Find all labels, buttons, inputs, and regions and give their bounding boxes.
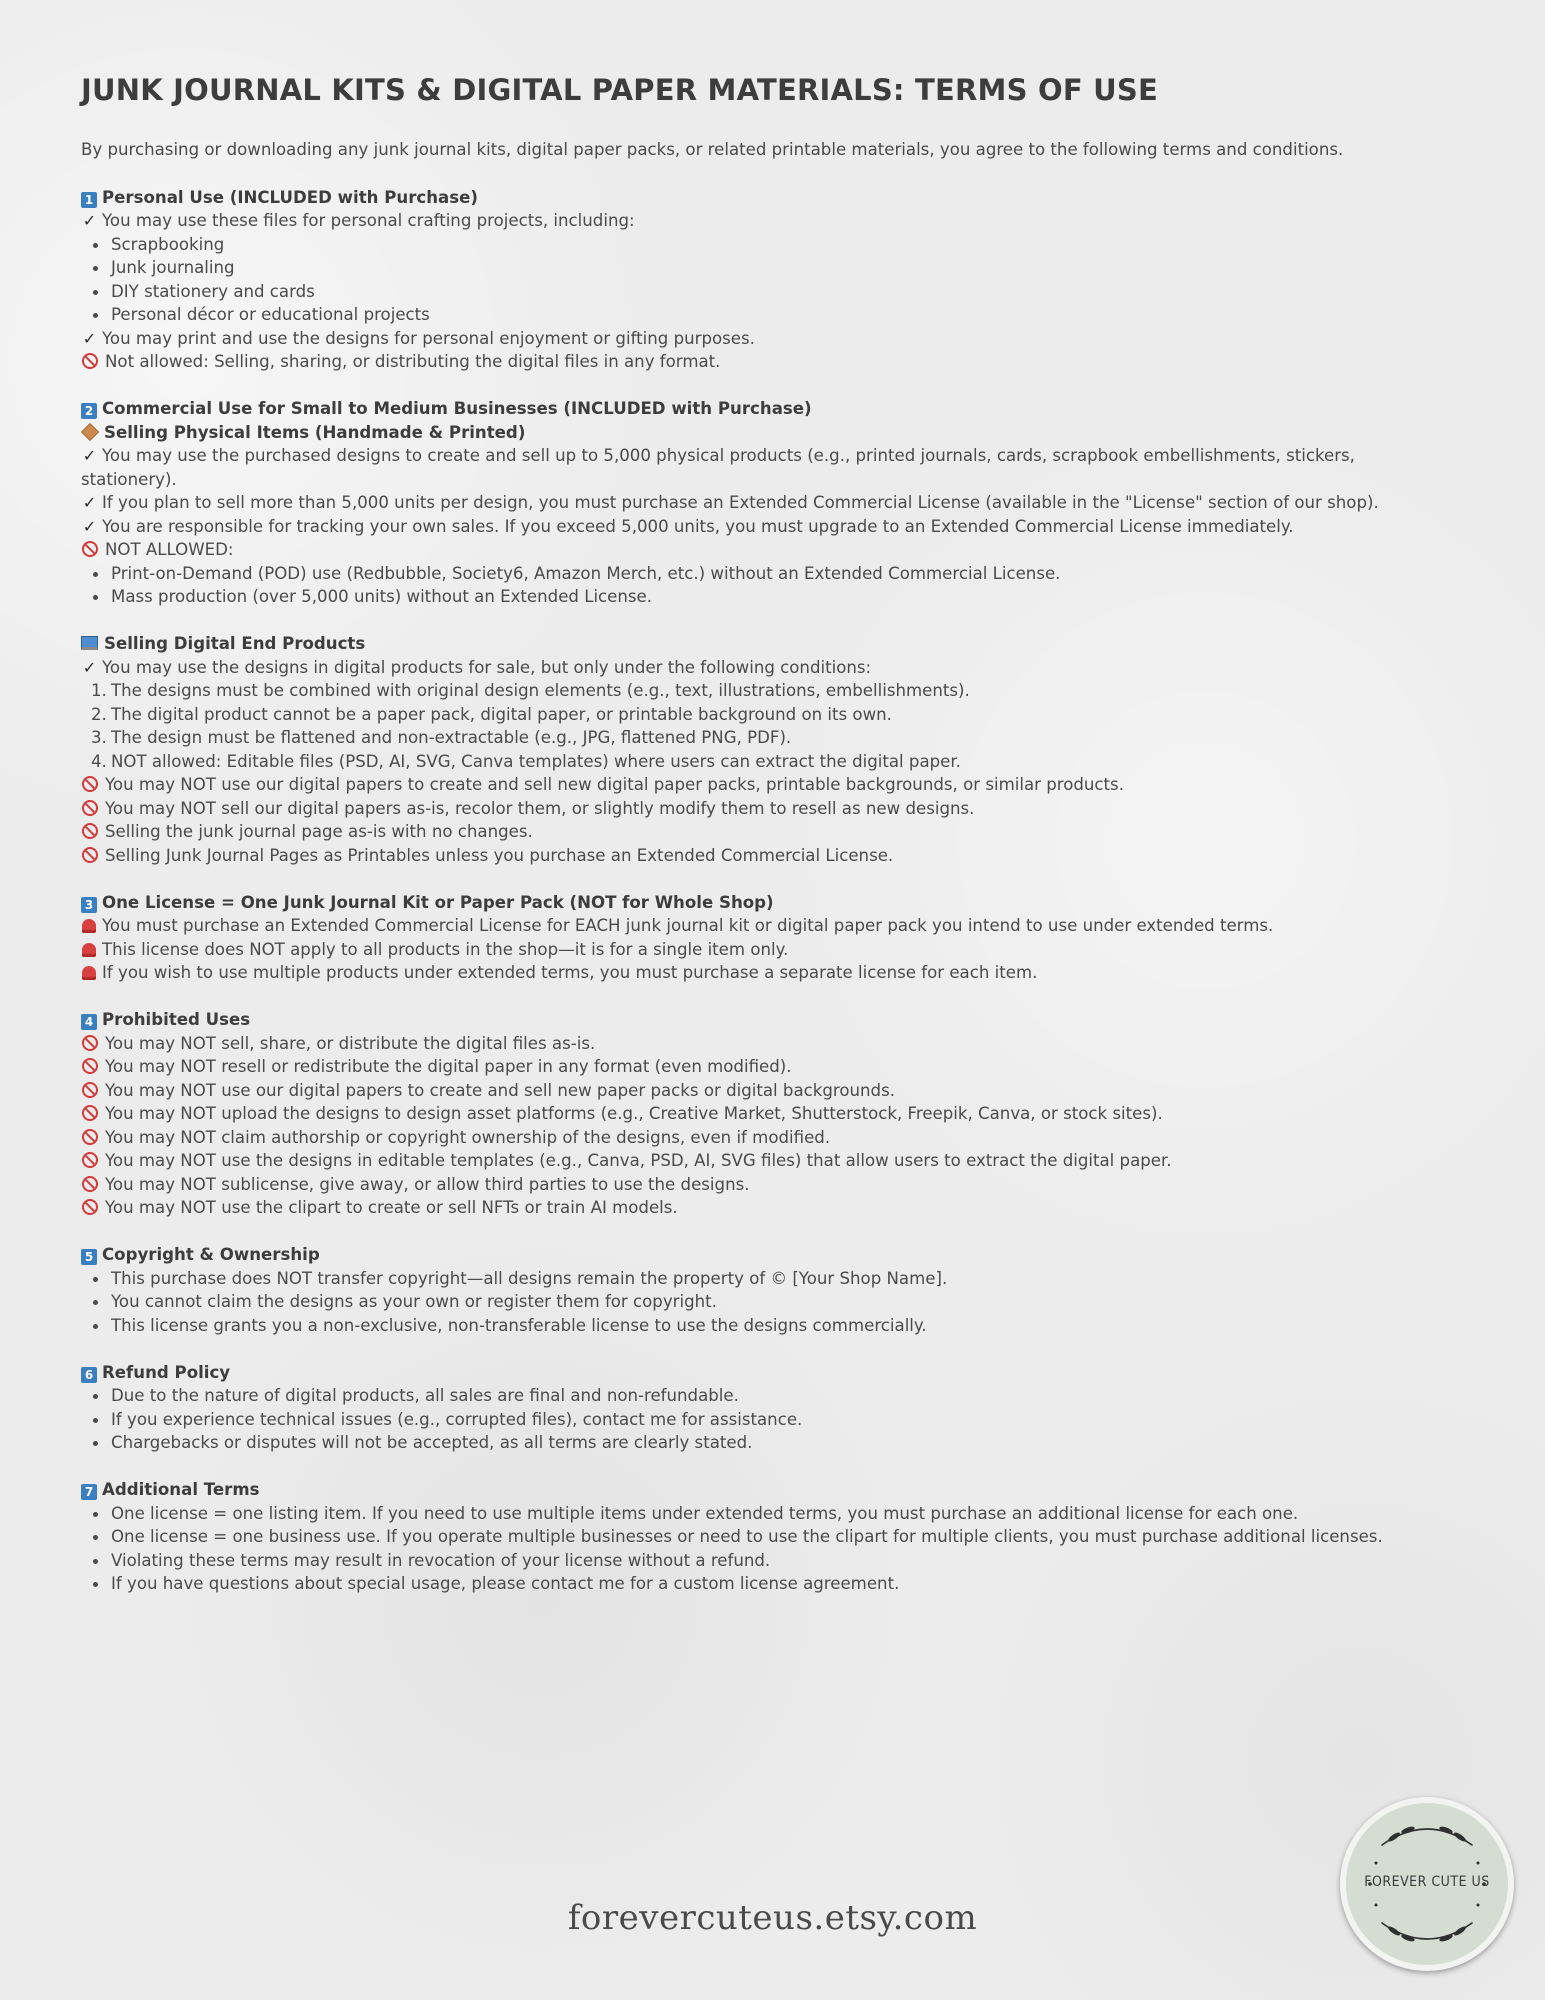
list-number: 2.	[91, 704, 107, 724]
prohibited-line	[81, 1055, 1481, 1079]
section-heading-text: Commercial Use for Small to Medium Businesses (INCLUDED with Purchase)	[102, 399, 812, 418]
section-prohibited-uses	[81, 1008, 1481, 1220]
line-text: You may NOT use the designs in editable templates (e.g., Canva, PSD, AI, SVG files) that allow users to extract the digital paper.	[105, 1151, 1172, 1170]
prohibited-icon	[82, 1082, 98, 1098]
list-item-text: The design must be flattened and non-extractable (e.g., JPG, flattened PNG, PDF).	[111, 728, 792, 747]
list-item: Personal décor or educational projects	[81, 303, 1481, 327]
section-refund-policy	[81, 1361, 1481, 1455]
prohibited-line	[81, 1149, 1481, 1173]
list-item: If you have questions about special usage, please contact me for a custom license agreement.	[81, 1572, 1481, 1596]
line-text: Selling the junk journal page as-is with no changes.	[105, 822, 533, 841]
check-icon: ✓	[82, 657, 97, 677]
line-text: If you plan to sell more than 5,000 units per design, you must purchase an Extended Commercial License (available in the "License" section of our shop).	[102, 493, 1379, 512]
check-line	[81, 515, 1481, 539]
line-text: NOT ALLOWED:	[105, 540, 234, 559]
prohibited-icon	[82, 1105, 98, 1121]
prohibited-icon	[82, 541, 98, 557]
list-item: Scrapbooking	[81, 233, 1481, 257]
line-text: You are responsible for tracking your own sales. If you exceed 5,000 units, you must upgrade to an Extended Commercial License immediately.	[102, 516, 1294, 536]
keycap-5-icon: 5	[81, 1249, 97, 1265]
subsection-digital-products	[81, 632, 1481, 867]
prohibited-line	[81, 1126, 1481, 1150]
prohibited-line	[81, 1032, 1481, 1056]
line-text: Not allowed: Selling, sharing, or distributing the digital files in any format.	[105, 352, 721, 371]
section-commercial-use	[81, 397, 1481, 867]
keycap-3-icon: 3	[81, 897, 97, 913]
prohibited-line	[81, 1079, 1481, 1103]
list-item-text: NOT allowed: Editable files (PSD, AI, SVG, Canva templates) where users can extract the digital paper.	[111, 751, 961, 771]
line-text: You may use the designs in digital products for sale, but only under the following conditions:	[102, 657, 872, 677]
bullet-list	[81, 1267, 1481, 1338]
keycap-6-icon: 6	[81, 1367, 97, 1383]
section-heading-text: Personal Use (INCLUDED with Purchase)	[102, 187, 478, 207]
prohibited-line	[81, 820, 1481, 844]
prohibited-icon	[82, 1152, 98, 1168]
intro-paragraph: By purchasing or downloading any junk journal kits, digital paper packs, or related printable materials, you agree to the following terms and conditions.	[81, 140, 1344, 159]
section-one-license	[81, 891, 1481, 985]
list-item: This license grants you a non-exclusive, non-transferable license to use the designs commercially.	[81, 1314, 1481, 1338]
list-number: 3.	[91, 728, 107, 747]
line-text: You may NOT use our digital papers to create and sell new paper packs or digital backgrounds.	[105, 1080, 895, 1100]
subsection-heading-digital	[81, 632, 1481, 656]
line-text: You may NOT sell, share, or distribute the digital files as-is.	[105, 1033, 596, 1053]
line-text: You may NOT upload the designs to design asset platforms (e.g., Creative Market, Shutterstock, Freepik, Canva, or stock sites).	[105, 1104, 1163, 1123]
list-item	[81, 703, 1481, 727]
prohibited-line	[81, 844, 1481, 868]
prohibited-icon	[82, 800, 98, 816]
section-heading	[81, 1008, 1481, 1032]
line-text: You may NOT resell or redistribute the digital paper in any format (even modified).	[105, 1057, 792, 1076]
check-line	[81, 444, 1481, 468]
bullet-list	[81, 233, 1481, 327]
prohibited-line	[81, 1102, 1481, 1126]
siren-line	[81, 914, 1481, 938]
list-item: Violating these terms may result in revocation of your license without a refund.	[81, 1549, 1481, 1573]
prohibited-icon	[82, 823, 98, 839]
section-heading-text: Additional Terms	[102, 1480, 260, 1499]
list-number: 4.	[91, 751, 107, 771]
continuation-line: stationery).	[81, 469, 177, 489]
keycap-4-icon: 4	[81, 1014, 97, 1030]
section-heading-text: Prohibited Uses	[102, 1010, 251, 1029]
list-number: 1.	[91, 681, 107, 700]
shop-logo-badge	[1340, 1797, 1514, 1971]
list-item: Chargebacks or disputes will not be accepted, as all terms are clearly stated.	[81, 1431, 1481, 1455]
line-text: You may NOT use the clipart to create or sell NFTs or train AI models.	[105, 1198, 678, 1217]
list-item: Due to the nature of digital products, all sales are final and non-refundable.	[81, 1384, 1481, 1408]
list-item-text: The designs must be combined with original design elements (e.g., text, illustrations, embellishments).	[111, 681, 970, 700]
prohibited-icon	[82, 847, 98, 863]
list-item	[81, 726, 1481, 750]
subsection-heading-text: Selling Digital End Products	[104, 634, 366, 653]
shop-url[interactable]: forevercuteus.etsy.com	[567, 1898, 978, 1938]
list-item: Print-on-Demand (POD) use (Redbubble, Society6, Amazon Merch, etc.) without an Extended Commercial License.	[81, 562, 1481, 586]
line-text: You may NOT claim authorship or copyright ownership of the designs, even if modified.	[105, 1127, 831, 1147]
keycap-7-icon: 7	[81, 1484, 97, 1500]
line-text: Selling Junk Journal Pages as Printables unless you purchase an Extended Commercial License.	[105, 845, 894, 865]
prohibited-line	[81, 1196, 1481, 1220]
prohibited-line	[81, 1173, 1481, 1197]
bullet-list	[81, 1502, 1481, 1596]
section-heading	[81, 397, 1481, 421]
section-heading	[81, 186, 1481, 210]
prohibited-icon	[82, 1058, 98, 1074]
page-title: JUNK JOURNAL KITS & DIGITAL PAPER MATERIALS: TERMS OF USE	[81, 73, 1158, 107]
package-icon	[81, 422, 99, 440]
line-text: You may print and use the designs for personal enjoyment or gifting purposes.	[102, 328, 755, 348]
siren-icon	[82, 919, 96, 933]
section-heading	[81, 1478, 1481, 1502]
line-text: This license does NOT apply to all products in the shop—it is for a single item only.	[102, 939, 789, 959]
list-item: Mass production (over 5,000 units) without an Extended License.	[81, 585, 1481, 609]
prohibited-line	[81, 538, 1481, 562]
siren-icon	[82, 943, 96, 957]
siren-icon	[82, 966, 96, 980]
keycap-1-icon: 1	[81, 192, 97, 208]
prohibited-line	[81, 797, 1481, 821]
prohibited-icon	[82, 1129, 98, 1145]
prohibited-icon	[82, 776, 98, 792]
check-icon: ✓	[82, 446, 97, 465]
line-text: You may NOT sell our digital papers as-is, recolor them, or slightly modify them to resell as new designs.	[105, 798, 975, 818]
list-item: One license = one listing item. If you need to use multiple items under extended terms, you must purchase an additional license for each one.	[81, 1502, 1481, 1526]
section-heading	[81, 1361, 1481, 1385]
siren-line	[81, 938, 1481, 962]
prohibited-line	[81, 350, 1481, 374]
numbered-list	[81, 679, 1481, 773]
section-heading	[81, 1243, 1481, 1267]
section-heading-text: Refund Policy	[102, 1362, 231, 1382]
check-icon: ✓	[82, 516, 97, 536]
list-item: One license = one business use. If you operate multiple businesses or need to use the clipart for multiple clients, you must purchase additional licenses.	[81, 1525, 1481, 1549]
section-heading	[81, 891, 1481, 915]
check-line	[81, 209, 1481, 233]
section-heading-text: Copyright & Ownership	[102, 1245, 320, 1264]
prohibited-icon	[82, 353, 98, 369]
list-item: This purchase does NOT transfer copyright—all designs remain the property of © [Your Shop Name].	[81, 1267, 1481, 1291]
line-text: You must purchase an Extended Commercial License for EACH junk journal kit or digital paper pack you intend to use under extended terms.	[102, 916, 1274, 935]
bullet-list	[81, 1384, 1481, 1455]
subsection-heading-text: Selling Physical Items (Handmade & Printed)	[104, 422, 526, 442]
laptop-icon	[81, 636, 98, 650]
prohibited-icon	[82, 1035, 98, 1051]
line-text: You may use these files for personal crafting projects, including:	[102, 211, 635, 230]
section-additional-terms	[81, 1478, 1481, 1596]
section-copyright	[81, 1243, 1481, 1337]
bullet-list	[81, 562, 1481, 609]
check-icon: ✓	[82, 493, 97, 512]
keycap-2-icon: 2	[81, 403, 97, 419]
check-line	[81, 656, 1481, 680]
section-personal-use	[81, 186, 1481, 374]
prohibited-line	[81, 773, 1481, 797]
list-item: If you experience technical issues (e.g., corrupted files), contact me for assistance.	[81, 1408, 1481, 1432]
line-text: You may NOT use our digital papers to create and sell new digital paper packs, printable backgrounds, or similar products.	[105, 775, 1124, 794]
list-item: DIY stationery and cards	[81, 280, 1481, 304]
prohibited-icon	[82, 1199, 98, 1215]
subsection-heading-physical	[81, 421, 1481, 445]
list-item: You cannot claim the designs as your own or register them for copyright.	[81, 1290, 1481, 1314]
check-line	[81, 491, 1481, 515]
line-text: You may NOT sublicense, give away, or allow third parties to use the designs.	[105, 1174, 750, 1194]
terms-document	[81, 70, 1481, 1596]
list-item	[81, 750, 1481, 774]
list-item-text: The digital product cannot be a paper pack, digital paper, or printable background on its own.	[111, 704, 892, 724]
prohibited-icon	[82, 1176, 98, 1192]
list-item	[81, 679, 1481, 703]
check-line	[81, 327, 1481, 351]
siren-line	[81, 961, 1481, 985]
badge-text: FOREVER CUTE US	[1364, 1874, 1490, 1890]
list-item: Junk journaling	[81, 256, 1481, 280]
line-text: You may use the purchased designs to create and sell up to 5,000 physical products (e.g., printed journals, cards, scrapbook embellishments, stickers,	[102, 446, 1355, 465]
check-icon: ✓	[82, 211, 97, 230]
line-text: If you wish to use multiple products under extended terms, you must purchase a separate license for each item.	[102, 963, 1038, 982]
section-heading-text: One License = One Junk Journal Kit or Paper Pack (NOT for Whole Shop)	[102, 892, 774, 912]
check-icon: ✓	[82, 328, 97, 348]
